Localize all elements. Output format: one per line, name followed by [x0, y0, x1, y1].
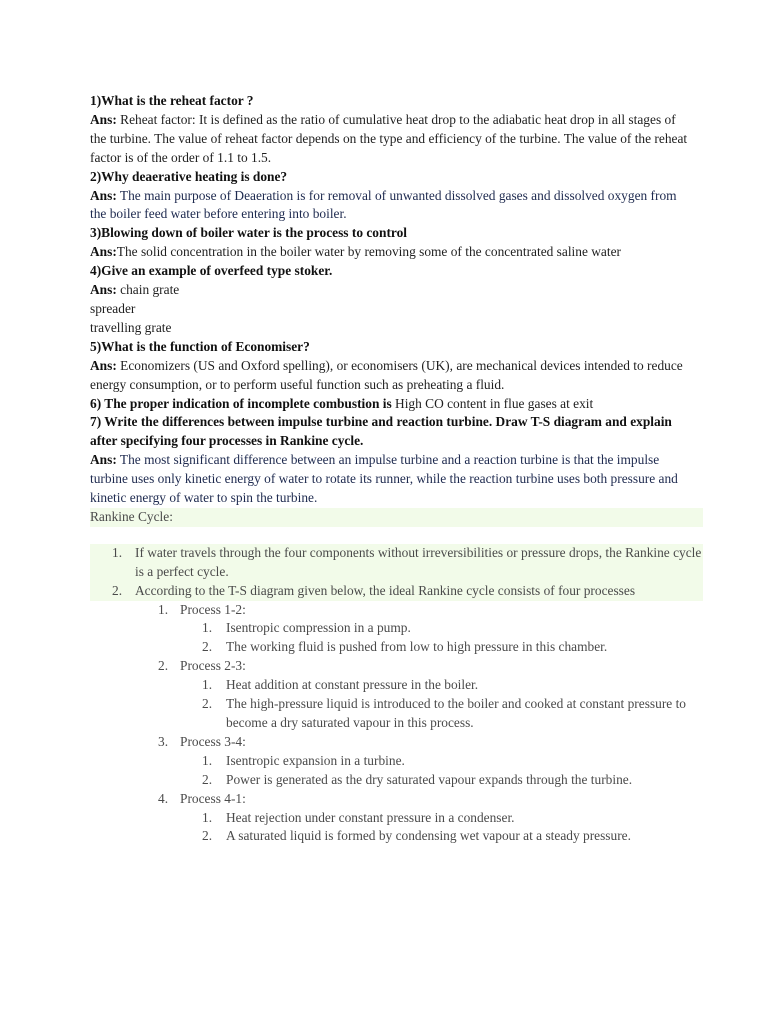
- process-subitem-text: A saturated liquid is formed by condensing wet vapour at a steady pressure.: [226, 828, 631, 844]
- answer-7-text: The most significant difference between an impulse turbine and a reaction turbine is that the impulse turbine uses only kinetic energy of water to rotate its runner, while the reaction turbine uses both pressure and kinetic energy of water to spin the turbine.: [90, 452, 678, 506]
- document-body: [90, 92, 702, 846]
- list-number: 1.: [202, 809, 213, 825]
- process-label: Process 4-1:: [180, 790, 246, 806]
- list-item: [90, 582, 703, 601]
- list-number: 1.: [202, 677, 213, 693]
- answer-label: Ans:: [90, 282, 117, 298]
- question-1: 1)What is the reheat factor ?: [90, 93, 254, 108]
- answer-6-text: High CO content in flue gases at exit: [391, 395, 594, 411]
- answer-label: Ans:: [90, 244, 117, 260]
- process-subitem-text: The high-pressure liquid is introduced to the boiler and cooked at constant pressure to become a dry saturated vapour in this process.: [226, 696, 686, 730]
- process-subitem-text: Power is generated as the dry saturated vapour expands through the turbine.: [226, 771, 633, 787]
- list-item-text: If water travels through the four components without irreversibilities or pressure drops, the Rankine cycle is a perfect cycle.: [135, 544, 702, 579]
- answer-5: [90, 357, 690, 395]
- list-number: 2.: [112, 582, 123, 598]
- answer-2: [90, 187, 690, 225]
- process-subitem: [90, 695, 690, 733]
- process-subitem-text: Heat rejection under constant pressure in a condenser.: [226, 809, 515, 825]
- process-subitem: [90, 619, 690, 638]
- answer-4-line: spreader: [90, 300, 136, 316]
- process-subitem: [90, 771, 690, 790]
- process-label: Process 2-3:: [180, 658, 246, 674]
- question-7: 7) Write the differences between impulse turbine and reaction turbine. Draw T-S diagram and explain after specifying four processes in Rankine cycle.: [90, 414, 672, 449]
- list-item: [90, 544, 703, 582]
- process-subitem-text: The working fluid is pushed from low to high pressure in this chamber.: [226, 639, 608, 655]
- answer-label: Ans:: [90, 357, 117, 373]
- process-subitem: [90, 676, 690, 695]
- list-number: 2.: [202, 828, 213, 844]
- question-3: 3)Blowing down of boiler water is the process to control: [90, 225, 408, 241]
- answer-label: Ans:: [90, 452, 117, 468]
- answer-3: [90, 243, 690, 262]
- process-subitem-text: Heat addition at constant pressure in the boiler.: [226, 677, 479, 693]
- answer-1: [90, 111, 690, 168]
- process-subitem: [90, 809, 690, 828]
- process-label: Process 1-2:: [180, 601, 246, 617]
- answer-7: [90, 451, 690, 508]
- process-item: [90, 790, 690, 809]
- list-number: 1.: [158, 601, 169, 617]
- question-2: 2)Why deaerative heating is done?: [90, 168, 288, 184]
- list-number: 1.: [202, 620, 213, 636]
- process-subitem-text: Isentropic compression in a pump.: [226, 620, 411, 636]
- spacer: [90, 527, 690, 544]
- answer-2-text: The main purpose of Deaeration is for removal of unwanted dissolved gases and dissolved oxygen from the boiler feed water before entering into boiler.: [90, 187, 677, 222]
- list-number: 2.: [158, 658, 169, 674]
- list-number: 3.: [158, 733, 169, 749]
- process-item: [90, 733, 690, 752]
- process-label: Process 3-4:: [180, 733, 246, 749]
- process-item: [90, 657, 690, 676]
- answer-label: Ans:: [90, 187, 117, 203]
- answer-4-line: travelling grate: [90, 319, 172, 335]
- question-6: [90, 395, 690, 414]
- list-number: 2.: [202, 696, 213, 712]
- process-subitem: [90, 638, 690, 657]
- answer-1-text: Reheat factor: It is defined as the ratio of cumulative heat drop to the adiabatic heat drop in all stages of the turbine. The value of reheat factor depends on the type and efficiency of the turbine. The value of the reheat factor is of the order of 1.1 to 1.5.: [90, 111, 688, 165]
- question-5: 5)What is the function of Economiser?: [90, 338, 310, 354]
- rankine-title: Rankine Cycle:: [90, 508, 703, 527]
- list-number: 2.: [202, 771, 213, 787]
- answer-label: Ans:: [90, 111, 117, 127]
- list-number: 1.: [202, 752, 213, 768]
- process-subitem: [90, 752, 690, 771]
- question-4: 4)Give an example of overfeed type stoker.: [90, 263, 333, 279]
- answer-4-text: chain grate: [116, 282, 180, 298]
- answer-5-text: Economizers (US and Oxford spelling), or economisers (UK), are mechanical devices intended to reduce energy consumption, or to perform useful function such as preheating a fluid.: [90, 357, 683, 392]
- process-subitem: [90, 827, 690, 846]
- process-subitem-text: Isentropic expansion in a turbine.: [226, 752, 405, 768]
- list-number: 4.: [158, 790, 169, 806]
- answer-4: [90, 281, 690, 300]
- question-6-text: 6) The proper indication of incomplete combustion is: [90, 395, 392, 411]
- list-number: 2.: [202, 639, 213, 655]
- list-item-text: According to the T-S diagram given below, the ideal Rankine cycle consists of four processes: [135, 582, 636, 598]
- answer-3-text: The solid concentration in the boiler water by removing some of the concentrated saline water: [116, 244, 621, 260]
- process-item: [90, 601, 690, 620]
- list-number: 1.: [112, 544, 123, 560]
